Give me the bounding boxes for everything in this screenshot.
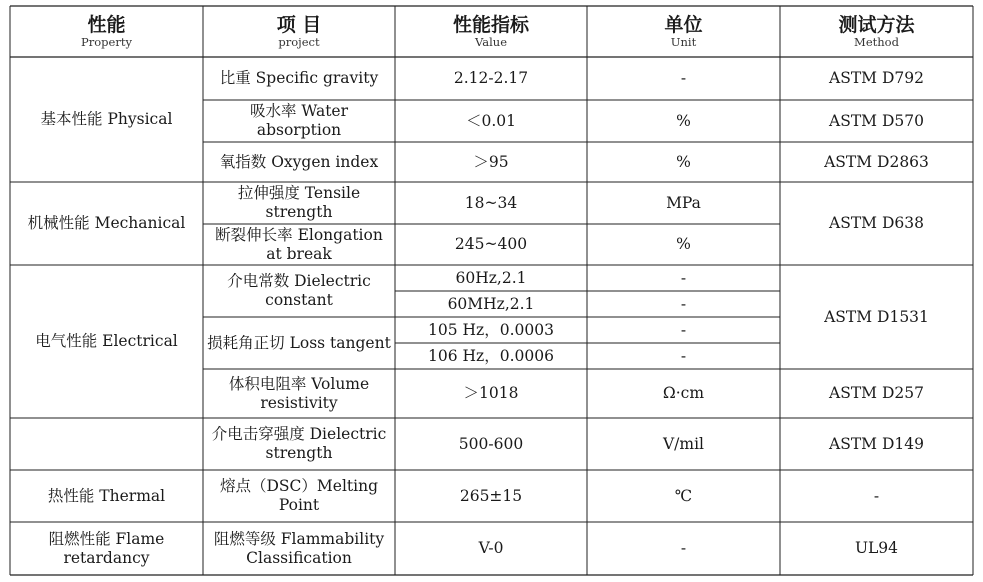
item-loss-tangent: 损耗角正切 Loss tangent: [207, 333, 391, 352]
header-unit: [587, 6, 780, 57]
unit-loss-tangent-105: -: [680, 320, 687, 339]
unit-melting-point: ℃: [674, 486, 693, 505]
method-volume-resistivity: ASTM D257: [829, 384, 924, 402]
header-value: [395, 6, 587, 57]
value-tensile-strength: 18~34: [464, 193, 518, 212]
unit-specific-gravity: -: [680, 69, 687, 87]
header-method-en: Method: [854, 35, 899, 49]
group-physical: 基本性能 Physical: [40, 110, 173, 128]
method-dielectric-strength: ASTM D149: [829, 434, 924, 453]
header-value-en: Value: [475, 35, 507, 49]
group-electrical: 电气性能 Electrical: [35, 332, 178, 350]
header-property: [10, 6, 203, 57]
method-melting-point: -: [873, 486, 880, 505]
method-electrical: ASTM D1531: [824, 307, 929, 326]
item-tensile-strength: 拉伸强度 Tensile strength: [237, 184, 361, 221]
unit-tensile-strength: MPa: [666, 193, 701, 212]
value-dielectric-60hz: 60Hz,2.1: [455, 268, 527, 287]
unit-loss-tangent-106: -: [680, 346, 687, 365]
unit-elongation: %: [676, 235, 691, 253]
header-property-en: Property: [81, 35, 132, 49]
item-elongation: 断裂伸长率 Elongation at break: [215, 225, 383, 263]
value-volume-resistivity: ＞1018: [463, 384, 519, 402]
group-flame: 阻燃性能 Flame retardancy: [48, 529, 165, 567]
unit-flammability: -: [680, 539, 687, 557]
group-mechanical: 机械性能 Mechanical: [27, 214, 186, 232]
value-elongation: 245~400: [454, 235, 528, 253]
header-unit-zh: 单位: [664, 14, 703, 36]
unit-dielectric-60hz: -: [680, 268, 687, 287]
method-water-absorption: ASTM D570: [829, 111, 924, 130]
item-dielectric-constant: 介电常数 Dielectric constant: [227, 272, 371, 309]
method-specific-gravity: ASTM D792: [829, 69, 924, 87]
value-specific-gravity: 2.12-2.17: [453, 69, 529, 87]
item-melting-point: 熔点（DSC）Melting Point: [220, 477, 378, 514]
method-flammability: UL94: [854, 539, 899, 557]
value-oxygen-index: ＞95: [473, 152, 509, 171]
unit-dielectric-strength: V/mil: [662, 434, 705, 453]
header-method-zh: 测试方法: [838, 14, 915, 36]
item-flammability: 阻燃等级 Flammability Classification: [213, 529, 385, 567]
header-project: [203, 6, 395, 57]
unit-dielectric-60mhz: -: [680, 294, 687, 313]
header-unit-en: Unit: [670, 35, 697, 49]
value-dielectric-strength: 500-600: [458, 434, 524, 453]
unit-volume-resistivity: Ω·cm: [662, 384, 705, 402]
method-oxygen-index: ASTM D2863: [824, 152, 929, 171]
header-property-zh: 性能: [87, 14, 126, 36]
header-method: [780, 6, 973, 57]
item-volume-resistivity: 体积电阻率 Volume resistivity: [228, 374, 370, 412]
value-dielectric-60mhz: 60MHz,2.1: [447, 294, 535, 313]
header-project-zh: 项 目: [276, 14, 322, 36]
item-oxygen-index: 氧指数 Oxygen index: [219, 152, 379, 171]
item-dielectric-strength: 介电击穿强度 Dielectric strength: [211, 425, 387, 462]
item-specific-gravity: 比重 Specific gravity: [219, 69, 379, 87]
group-thermal: 热性能 Thermal: [47, 486, 166, 505]
unit-oxygen-index: %: [676, 152, 691, 171]
item-water-absorption: 吸水率 Water absorption: [249, 102, 349, 139]
value-water-absorption: ＜0.01: [465, 111, 516, 130]
value-melting-point: 265±15: [459, 486, 523, 505]
header-project-en: project: [278, 35, 320, 49]
unit-water-absorption: %: [676, 111, 691, 130]
header-value-zh: 性能指标: [452, 14, 529, 36]
value-loss-tangent-106: 106 Hz，0.0006: [428, 346, 554, 365]
value-loss-tangent-105: 105 Hz，0.0003: [428, 320, 554, 339]
method-mechanical: ASTM D638: [829, 214, 924, 232]
value-flammability: V-0: [478, 539, 504, 557]
